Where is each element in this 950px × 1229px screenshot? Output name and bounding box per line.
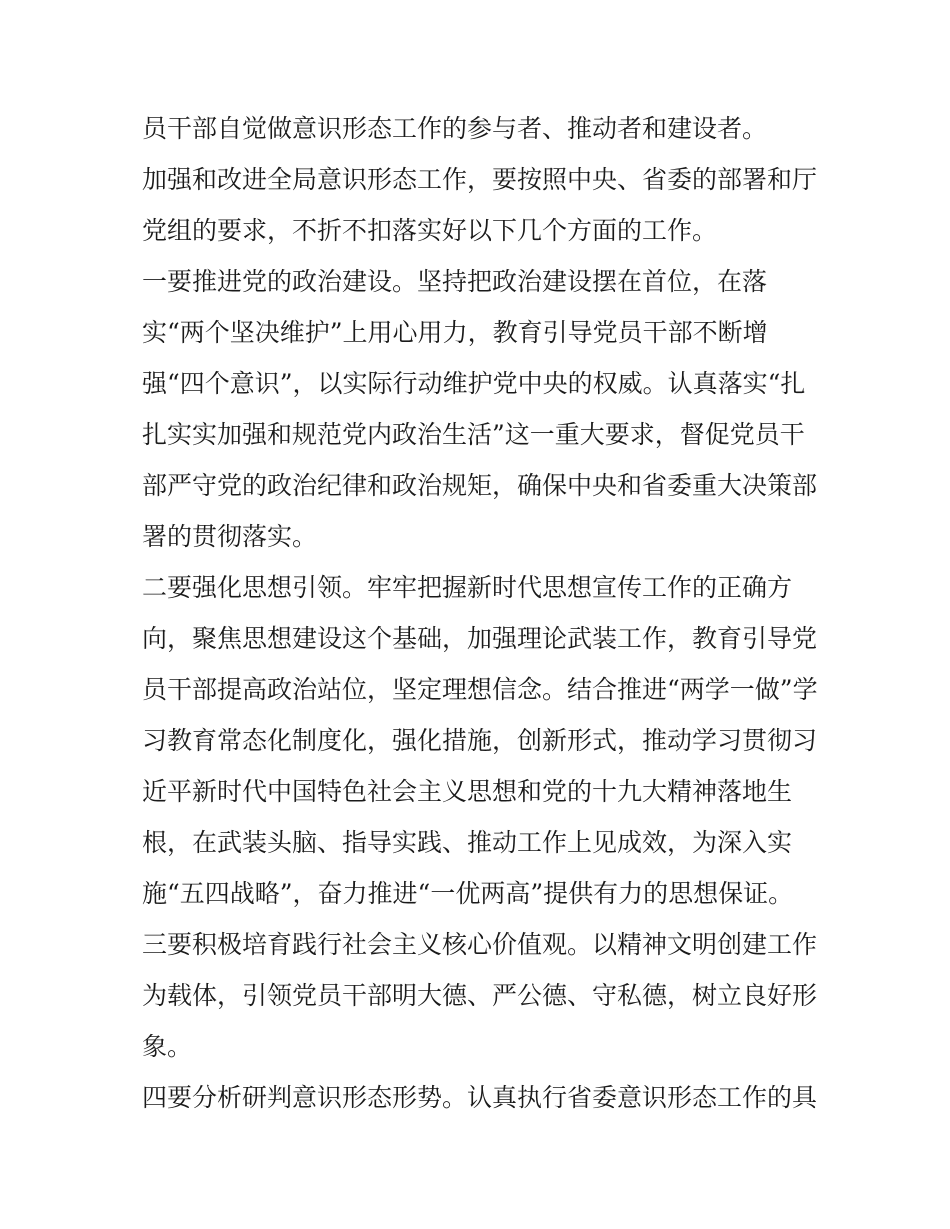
text-line-4: 一要推进党的政治建设。坚持把政治建设摆在首位，在落 <box>142 267 768 296</box>
text-line-18: 为载体，引领党员干部明大德、严公德、守私德，树立良好形 <box>142 981 818 1010</box>
text-line-1: 员干部自觉做意识形态工作的参与者、推动者和建设者。 <box>142 114 768 143</box>
text-line-2: 加强和改进全局意识形态工作，要按照中央、省委的部署和厅 <box>142 165 818 194</box>
text-line-13: 习教育常态化制度化，强化措施，创新形式，推动学习贯彻习 <box>142 726 818 755</box>
text-line-19: 象。 <box>142 1032 193 1061</box>
text-line-12: 员干部提高政治站位，坚定理想信念。结合推进“两学一做”学 <box>142 675 818 704</box>
text-line-16: 施“五四战略”，奋力推进“一优两高”提供有力的思想保证。 <box>142 879 794 908</box>
text-line-17: 三要积极培育践行社会主义核心价值观。以精神文明创建工作 <box>142 930 818 959</box>
text-line-11: 向，聚焦思想建设这个基础，加强理论武装工作，教育引导党 <box>142 624 818 653</box>
text-line-6: 强“四个意识”，以实际行动维护党中央的权威。认真落实“扎 <box>142 369 806 398</box>
text-line-14: 近平新时代中国特色社会主义思想和党的十九大精神落地生 <box>142 777 793 806</box>
text-line-3: 党组的要求，不折不扣落实好以下几个方面的工作。 <box>142 216 718 245</box>
text-line-7: 扎实实加强和规范党内政治生活”这一重大要求，督促党员干 <box>142 420 805 449</box>
text-line-10: 二要强化思想引领。牢牢把握新时代思想宣传工作的正确方 <box>142 573 793 602</box>
text-line-8: 部严守党的政治纪律和政治规矩，确保中央和省委重大决策部 <box>142 471 818 500</box>
text-line-15: 根，在武装头脑、指导实践、推动工作上见成效，为深入实 <box>142 828 793 857</box>
text-line-5: 实“两个坚决维护”上用心用力，教育引导党员干部不断增 <box>142 318 768 347</box>
text-line-9: 署的贯彻落实。 <box>142 522 318 551</box>
text-line-20: 四要分析研判意识形态形势。认真执行省委意识形态工作的具 <box>142 1083 818 1112</box>
